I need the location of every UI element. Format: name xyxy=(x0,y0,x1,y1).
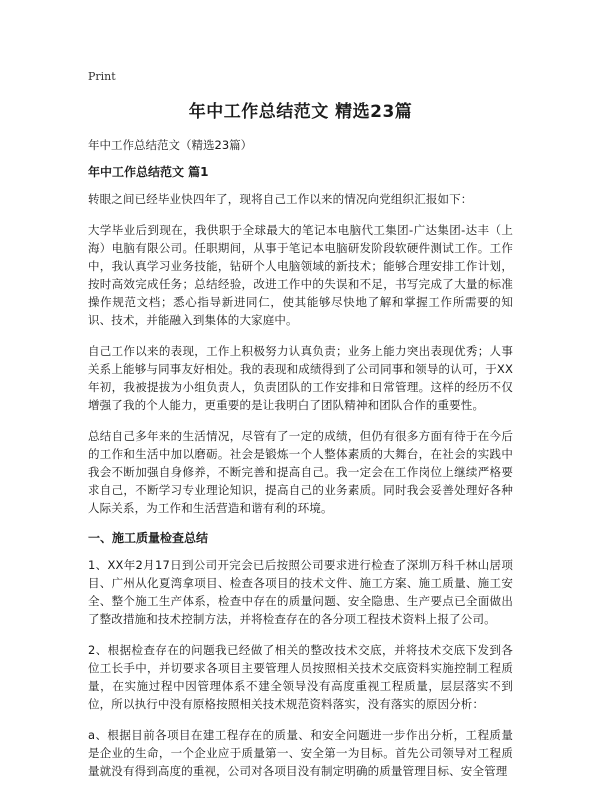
paragraph: 自己工作以来的表现，工作上积极努力认真负责；业务上能力突出表现优秀；人事关系上能够与同事友好相处。我的表现和成绩得到了公司同事和领导的认可，于XX年初，我被提拔为小组负责人，负责团队的工作安排和日常管理。这样的经历不仅增强了我的个人能力，更重要的是让我明白了团队精神和团队合作的重要性。 xyxy=(88,344,513,412)
paragraph: 2、根据检查存在的问题我已经做了相关的整改技术交底，并将技术交底下发到各位工长手中，并切要求各项目主要管理人员按照相关技术交底资料实施控制工程质量，在实施过程中因管理体系不建全领导没有高度重视工程质量，层层落实不到位，所以执行中没有原格按照相关技术规范资料落实，没有落实的原因分析： xyxy=(88,643,513,711)
print-link[interactable]: Print xyxy=(88,70,116,83)
paragraph: 大学毕业后到现在，我供职于全球最大的笔记本电脑代工集团-广达集团-达丰（上海）电脑有限公司。任职期间，从事于笔记本电脑研发阶段软硬件测试工作。工作中，我认真学习业务技能，钻研个人电脑领域的新技术；能够合理安排工作计划，按时高效完成任务；总结经验，改进工作中的失误和不足，书写完成了大量的标准操作规范文档；悉心指导新进同仁，使其能够尽快地了解和掌握工作所需要的知识、技术，并能融入到集体的大家庭中。 xyxy=(88,223,513,327)
section-heading-article-1: 年中工作总结范文 篇1 xyxy=(88,165,209,179)
paragraph: 转眼之间已经毕业快四年了，现将自己工作以来的情况向党组织汇报如下： xyxy=(88,192,473,206)
paragraph: 1、XX年2月17日到公司开完会已后按照公司要求进行检查了深圳万科千林山居项目、广州从化夏湾拿项目、检查各项目的技术文件、施工方案、施工质量、施工安全、整个施工生产体系，检查中存在的质量问题、安全隐患、生产要点已全面做出了整改措施和技术控制方法，并将检查存在的各分项工程技术资料上报了公司。 xyxy=(88,558,513,626)
paragraph: a、根据目前各项目在建工程存在的质量、和安全问题进一步作出分析，工程质量是企业的生命，一个企业应于质量第一、安全第一为目标。首先公司领导对工程质量就没有得到高度的重视，公司对各项目没有制定明确的质量管理目标、安全管理 xyxy=(88,728,513,778)
paragraph: 总结自己多年来的生活情况，尽管有了一定的成绩，但仍有很多方面有待于在今后的工作和生活中加以磨砺。社会是锻炼一个人整体素质的大舞台，在社会的实践中我会不断加强自身修养，不断完善和提高自己。我一定会在工作岗位上继续严格要求自己，不断学习专业理论知识，提高自己的业务素质。同时我会妥善处理好各种人际关系，为工作和生活营造和谐有利的环境。 xyxy=(88,429,513,515)
document-page xyxy=(88,70,513,793)
document-title: 年中工作总结范文 精选23篇 xyxy=(188,102,413,122)
section-heading-quality-inspection: 一、施工质量检查总结 xyxy=(88,531,209,545)
document-subtitle: 年中工作总结范文（精选23篇） xyxy=(88,138,253,152)
